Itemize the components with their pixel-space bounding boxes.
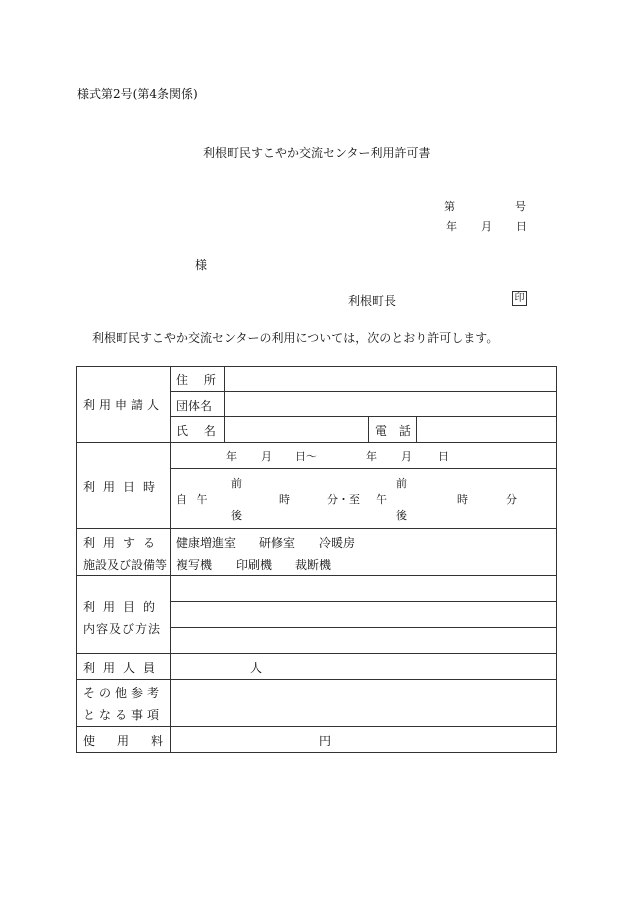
start-pm: 後 [231,509,242,522]
date-month: 月 [481,220,492,233]
facility-label-1: 利用する [83,536,164,550]
fee-label: 使用料 [83,734,186,748]
facility-option: 印刷機 [236,558,273,572]
addressee-sama: 様 [195,258,208,272]
document-title: 利根町民すこやか交流センター利用許可書 [203,146,431,160]
number-dai: 第 [444,200,455,213]
facility-option: 複写機 [176,558,213,572]
end-go: 午 [376,493,387,506]
applicant-label: 利用申請人 [83,398,164,412]
facility-label-2: 施設及び設備等 [83,558,168,572]
end-minute: 分 [506,493,517,506]
people-unit: 人 [250,661,263,675]
address-label: 住 所 [176,373,216,387]
number-gou: 号 [515,200,526,213]
start-minute-to: 分・至 [327,493,360,506]
facility-option: 研修室 [259,536,296,550]
end-am: 前 [396,477,407,490]
phone-label: 電 話 [375,424,411,438]
facility-option: 健康増進室 [176,536,237,550]
facility-option: 冷暖房 [319,536,356,550]
fee-unit: 円 [319,734,332,748]
date-label: 利用日時 [83,480,164,494]
people-label: 利用人員 [83,661,164,675]
facility-option: 裁断機 [295,558,332,572]
form-number: 様式第2号(第4条関係) [77,87,198,101]
intro-text: 利根町民すこやか交流センターの利用については，次のとおり許可します。 [92,331,499,345]
start-am: 前 [231,477,242,490]
purpose-label-2: 内容及び方法 [83,622,162,636]
other-label-2: となる事項 [83,708,164,722]
end-hour: 時 [457,493,468,506]
date-day: 日 [516,220,527,233]
start-year: 年 [226,450,237,463]
start-month: 月 [261,450,272,463]
issuer-name: 利根町長 [348,294,397,308]
end-year: 年 [366,450,377,463]
end-pm: 後 [396,509,407,522]
end-month: 月 [401,450,412,463]
start-from: 自 午 [176,493,208,506]
other-label-1: その他参考 [83,686,164,700]
end-day: 日 [438,450,449,463]
date-year: 年 [446,220,457,233]
purpose-label-1: 利用目的 [83,600,164,614]
group-label: 団体名 [176,399,213,413]
start-day: 日〜 [295,450,317,463]
name-label: 氏 名 [176,424,216,438]
start-hour: 時 [279,493,290,506]
seal-box: 印 [512,291,527,306]
